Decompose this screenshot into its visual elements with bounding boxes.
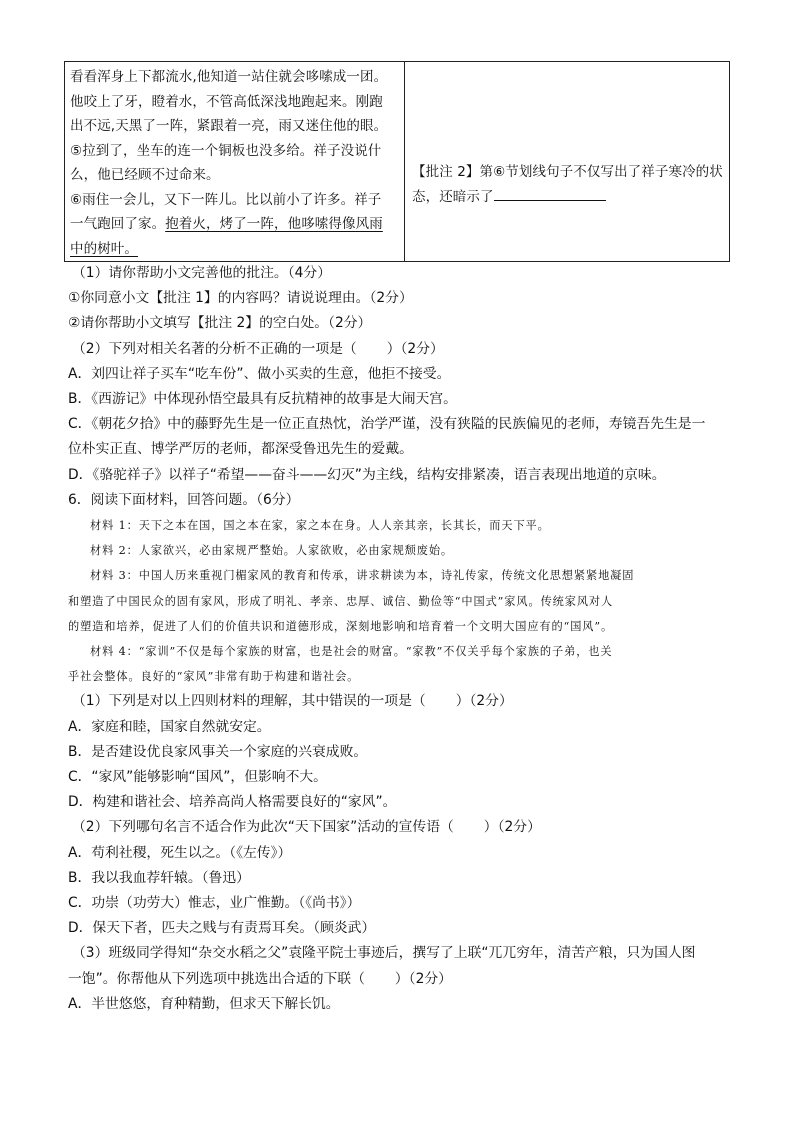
sub-question: ②请你帮助小文填写【批注 2】的空白处。（2分） (68, 315, 372, 332)
question-text: 一饱”。你帮他从下列选项中挑选出合适的下联（ (68, 970, 365, 987)
annotation-text: 态，还暗示了 (412, 188, 494, 205)
material-2: 材料 2：人家欲兴，必由家规严整始。人家欲败，必由家规颓废始。 (90, 544, 454, 558)
material-3-continued: 和塑造了中国民众的固有家风，形成了明礼、孝亲、忠厚、诚信、勤俭等“中国式”家风。传统家风对人 (68, 594, 614, 608)
material-3: 材料 3：中国人历来重视门楣家风的教育和传承，讲求耕读为本，诗礼传家，传统文化思想紧紧地凝固 (90, 569, 635, 583)
option-a: A．苟利社稷，死生以之。（《左传》） (68, 844, 292, 861)
excerpt-line: 看看浑身上下都流水,他知道一站住就会哆嗦成一团。 (70, 69, 388, 85)
question-text: （1）下列是对以上四则材料的理解，其中错误的一项是（ (72, 693, 426, 710)
annotation-cell (405, 62, 730, 262)
excerpt-text: 一气跑回了家。 (70, 216, 166, 232)
question-text: （2）下列哪句名言不适合作为此次“天下国家”活动的宣传语（ (72, 819, 454, 836)
excerpt-line: ⑤拉到了，坐车的连一个铜板也没多给。祥子没说什 (70, 142, 382, 159)
excerpt-line: 么，他已经顾不过命来。 (70, 167, 220, 183)
question-stem-continued (68, 967, 728, 992)
underlined-sentence: 抱着火，烤了一阵，他哆嗦得像风雨 (165, 216, 383, 232)
question-score: ）（2分） (483, 819, 541, 836)
text-excerpt-cell (65, 62, 405, 262)
excerpt-line: 他咬上了牙，瞪着水，不管高低深浅地跑起来。刚跑 (70, 93, 383, 110)
option-c: C．《朝花夕拾》中的藤野先生是一位正直热忱，治学严谨，没有狭隘的民族偏见的老师，寿镜吾先生是一 (68, 416, 706, 433)
question-stem (68, 815, 728, 840)
material-4: 材料 4：“家训”不仅是每个家族的财富，也是社会的财富。“家教”不仅关乎每个家族的子弟，也关 (90, 645, 613, 659)
material-1: 材料 1：天下之本在国，国之本在家，家之本在身。人人亲其亲，长其长，而天下平。 (90, 519, 550, 533)
question-body (68, 261, 728, 1017)
option-d: D．构建和谐社会、培养高尚人格需要良好的“家风”。 (68, 794, 397, 811)
excerpt-line: ⑥雨住一会儿，又下一阵儿。比以前小了许多。祥子 (70, 191, 382, 208)
annotation-table (64, 61, 730, 262)
option-d: D．保天下者，匹夫之贱与有责焉耳矣。（顾炎武） (68, 920, 376, 937)
question-text: （2）下列对相关名著的分析不正确的一项是（ (72, 340, 357, 357)
option-b: B．我以我血荐轩辕。（鲁迅） (68, 869, 250, 886)
question-stem: （3）班级同学得知“杂交水稻之父”袁隆平院士事迹后，撰写了上联“兀兀穷年，清苦产粮，只为国人图 (72, 945, 696, 962)
annotation-line: 【批注 2】第⑥节划线句子不仅写出了祥子寒冷的状 (412, 164, 723, 180)
option-a: A．半世悠悠，育种精勤，但求天下解长饥。 (68, 995, 340, 1012)
table-row (65, 62, 730, 262)
underlined-sentence: 中的树叶。 (70, 240, 138, 257)
option-a: A．刘四让祥子买车“吃车份”、做小买卖的生意，他拒不接受。 (68, 365, 451, 382)
material-3-continued: 的塑造和培养，促进了人们的价值共识和道德形成，深刻地影响和培育着一个文明大国应有的“国风”。 (68, 619, 614, 633)
excerpt-line (70, 237, 400, 262)
option-b: B．《西游记》中体现孙悟空最具有反抗精神的故事是大闹天宫。 (68, 391, 457, 408)
question-score: ）（2分） (455, 693, 513, 710)
question-stem (68, 337, 728, 362)
sub-question: ①你同意小文【批注 1】的内容吗？请说说理由。（2分） (68, 290, 413, 307)
answer-blank[interactable] (494, 186, 606, 201)
option-b: B．是否建设优良家风事关一个家庭的兴衰成败。 (68, 743, 368, 760)
option-a: A．家庭和睦，国家自然就安定。 (68, 718, 271, 735)
excerpt-line (70, 212, 400, 237)
annotation-line (412, 185, 725, 210)
option-d: D．《骆驼祥子》以祥子“希望——奋斗——幻灭”为主线，结构安排紧凑，语言表现出地道的京味。 (68, 466, 666, 483)
option-c-continued: 位朴实正直、博学严厉的老师，都深受鲁迅先生的爱戴。 (68, 441, 413, 458)
question-stem: （1）请你帮助小文完善他的批注。（4分） (72, 265, 331, 281)
material-4-continued: 乎社会整体。良好的“家风”非常有助于构建和谐社会。 (68, 670, 360, 684)
option-c: C．“家风”能够影响“国风”，但影响不大。 (68, 769, 327, 786)
question-stem (68, 689, 728, 714)
question-score: ）（2分） (394, 970, 452, 987)
option-c: C．功崇（功劳大）惟志，业广惟勤。（《尚书》） (68, 895, 361, 912)
question-heading: 6．阅读下面材料，回答问题。（6分） (68, 491, 300, 508)
question-score: ）（2分） (386, 340, 444, 357)
excerpt-line: 出不远,天黑了一阵，紧跟着一亮，雨又迷住他的眼。 (70, 118, 388, 134)
